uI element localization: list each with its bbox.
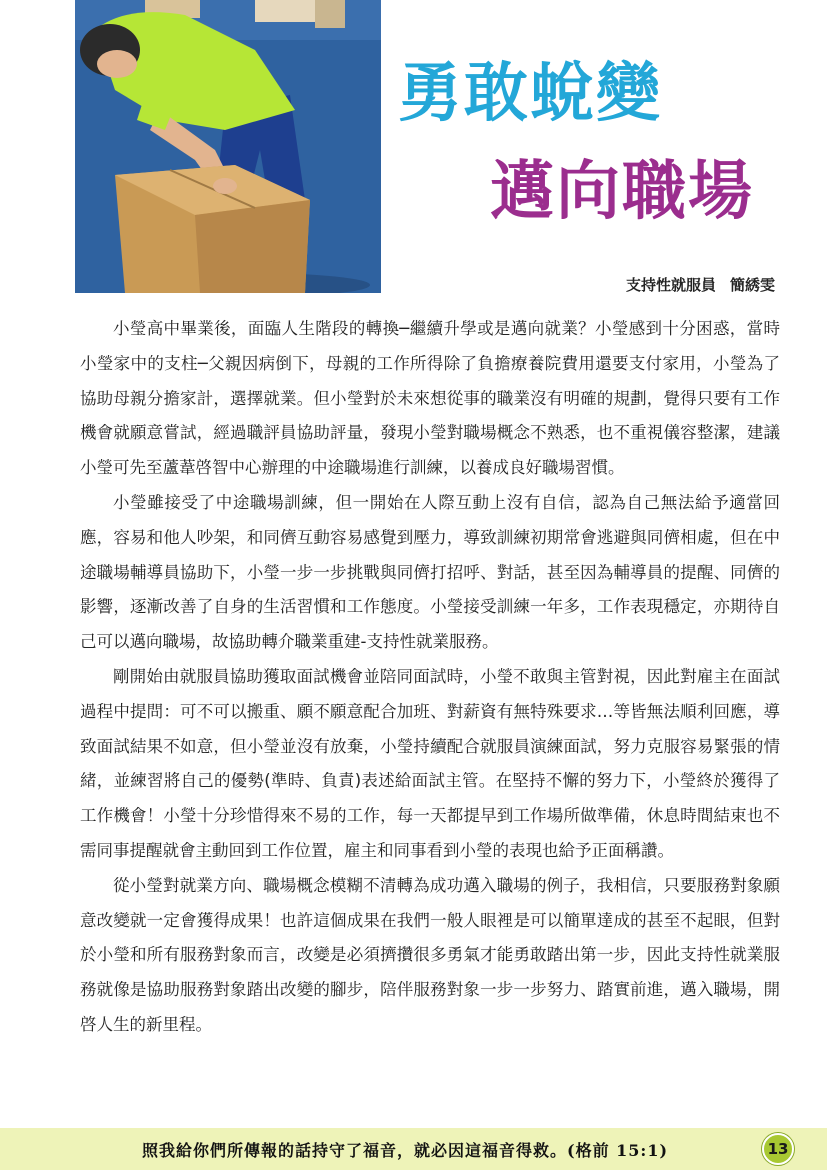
photo-illustration <box>75 0 381 293</box>
paragraph: 小瑩高中畢業後，面臨人生階段的轉換─繼續升學或是邁向就業？小瑩感到十分困惑，當時小瑩家中的支柱─父親因病倒下，母親的工作所得除了負擔療養院費用還要支付家用，小瑩為了協助母親分擔家計，選擇就業。但小瑩對於未來想從事的職業沒有明確的規劃，覺得只要有工作機會就願意嘗試，經過職評員協助評量，發現小瑩對職場概念不熟悉，也不重視儀容整潔，建議小瑩可先至蘆葦啓智中心辦理的中途職場進行訓練，以養成良好職場習慣。 <box>80 319 780 478</box>
paragraph: 小瑩雖接受了中途職場訓練，但一開始在人際互動上沒有自信，認為自己無法給予適當回應，容易和他人吵架，和同儕互動容易感覺到壓力，導致訓練初期常會逃避與同儕相處，但在中途職場輔導員協助下，小瑩一步一步挑戰與同儕打招呼、對話，甚至因為輔導員的提醒、同儕的影響，逐漸改善了自身的生活習慣和工作態度。小瑩接受訓練一年多，工作表現穩定，亦期待自己可以邁向職場，故協助轉介職業重建-支持性就業服務。 <box>80 492 780 652</box>
paragraph: 剛開始由就服員協助獲取面試機會並陪同面試時，小瑩不敢與主管對視，因此對雇主在面試過程中提問：可不可以搬重、願不願意配合加班、對薪資有無特殊要求…等皆無法順利回應，導致面試結果不如意，但小瑩並沒有放棄，小瑩持續配合就服員演練面試，努力克服容易緊張的情緒，並練習將自己的優勢(準時、負責)表述給面試主管。在堅持不懈的努力下，小瑩終於獲得了工作機會！小瑩十分珍惜得來不易的工作，每一天都提早到工作場所做準備，休息時間結束也不需同事提醒就會主動回到工作位置，雇主和同事看到小瑩的表現也給予正面稱讚。 <box>80 666 780 860</box>
page-footer <box>0 1128 827 1170</box>
author-role: 支持性就服員 <box>625 276 716 294</box>
footer-verse: 照我給你們所傳報的話持守了福音，就必因這福音得救。(格前 15:1) <box>142 1141 669 1160</box>
article-title-line-1: 勇敢蛻變 <box>398 57 662 131</box>
article-title-line-2: 邁向職場 <box>490 155 754 229</box>
author-byline <box>626 274 775 295</box>
article-body <box>80 312 780 1043</box>
article-photo <box>75 0 381 293</box>
author-name: 簡綉雯 <box>729 276 775 294</box>
page-number-badge: 13 <box>762 1133 794 1165</box>
paragraph: 從小瑩對就業方向、職場概念模糊不清轉為成功邁入職場的例子，我相信，只要服務對象願意改變就一定會獲得成果！也許這個成果在我們一般人眼裡是可以簡單達成的甚至不起眼，但對於小瑩和所有服務對象而言，改變是必須擠攢很多勇氣才能勇敢踏出第一步，因此支持性就業服務就像是協助服務對象踏出改變的腳步，陪伴服務對象一步一步努力、踏實前進，邁入職場，開啓人生的新里程。 <box>80 875 780 1034</box>
